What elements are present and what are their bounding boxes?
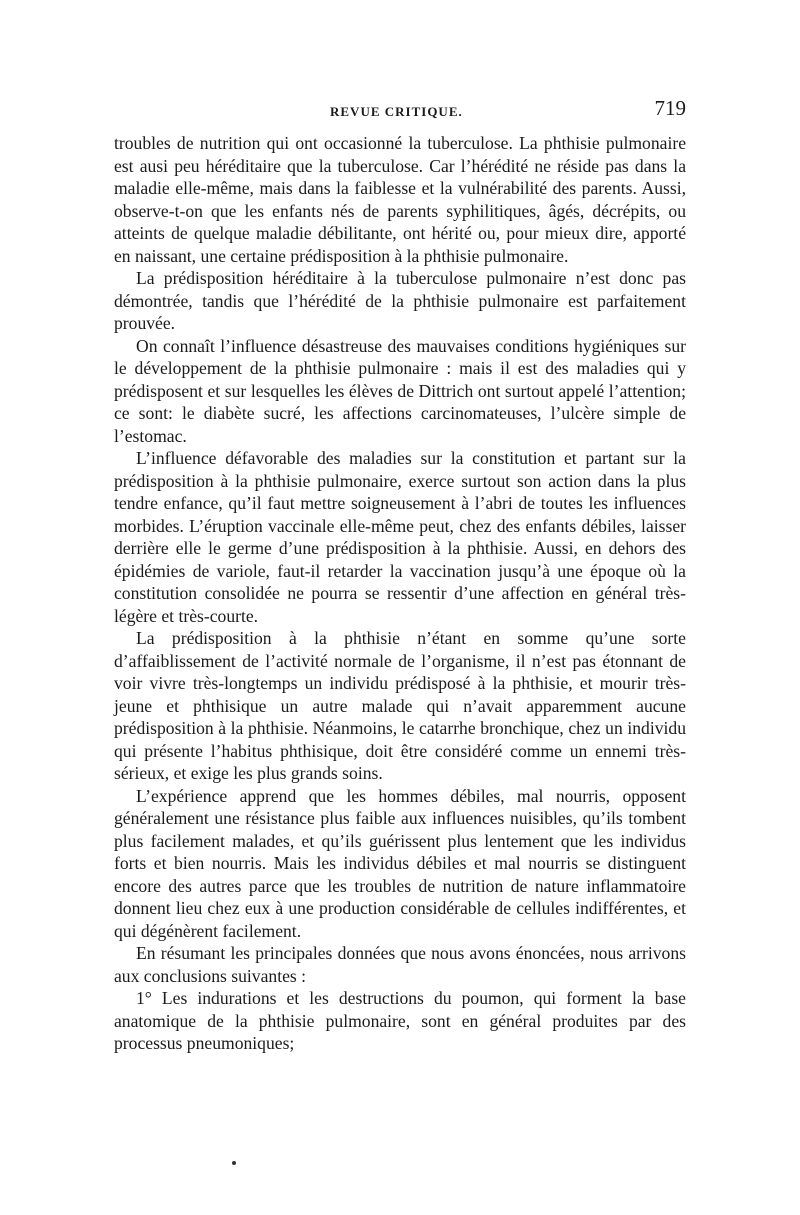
paragraph-2: La prédisposition héréditaire à la tuberculose pulmonaire n’est donc pas démontrée, tandis que l’hérédité de la phthisie pulmonaire est parfaitement prouvée.	[114, 268, 686, 333]
print-speck	[232, 1161, 236, 1165]
paragraph-6: L’expérience apprend que les hommes débiles, mal nourris, opposent généralement une résistance plus faible aux influences nuisibles, qu’ils tombent plus facilement malades, et qu’ils guérissent plus lentement que les individus forts et bien nourris. Mais les individus débiles et mal nourris se distinguent encore des autres parce que les troubles de nutrition de nature inflammatoire donnent lieu chez eux à une production considérable de cellules indifférentes, et qui dégénèrent facilement.	[114, 785, 686, 941]
paragraph-7: En résumant les principales données que nous avons énoncées, nous arrivons aux conclusions suivantes :	[114, 943, 686, 986]
running-title: REVUE CRITIQUE.	[330, 104, 463, 119]
paragraph-1: troubles de nutrition qui ont occasionné la tuberculose. La phthisie pulmonaire est ausi peu héréditaire que la tuberculose. Car l’hérédité ne réside pas dans la maladie elle-même, mais dans la faiblesse et la vulnérabilité des parents. Aussi, observe-t-on que les enfants nés de parents syphilitiques, âgés, décrépits, ou atteints de quelque maladie débilitante, ont hérité ou, pour mieux dire, apporté en naissant, une certaine prédisposition à la phthisie pulmonaire.	[114, 133, 686, 266]
body-text	[114, 132, 686, 1055]
document-page	[114, 96, 686, 1055]
paragraph-4: L’influence défavorable des maladies sur la constitution et partant sur la prédisposition à la phthisie pulmonaire, exerce surtout son action dans la plus tendre enfance, qu’il faut mettre soigneusement à l’abri de toutes les influences morbides. L’éruption vaccinale elle-même peut, chez des enfants débiles, laisser derrière elle le germe d’une prédisposition à la phthisie. Aussi, en dehors des épidémies de variole, faut-il retarder la vaccination jusqu’à une époque où la constitution consolidée ne pourra se ressentir d’une affection en général très-légère et très-courte.	[114, 448, 686, 626]
paragraph-3: On connaît l’influence désastreuse des mauvaises conditions hygiéniques sur le développement de la phthisie pulmonaire : mais il est des maladies qui y prédisposent et sur lesquelles les élèves de Dittrich ont surtout appelé l’attention; ce sont: le diabète sucré, les affections carcinomateuses, l’ulcère simple de l’estomac.	[114, 335, 686, 446]
paragraph-5: La prédisposition à la phthisie n’étant en somme qu’une sorte d’affaiblissement de l’activité normale de l’organisme, il n’est pas étonnant de voir vivre très-longtemps un individu prédisposé à la phthisie, et mourir très-jeune et phthisique un autre malade qui n’avait apparemment aucune prédisposition à la phthisie. Néanmoins, le catarrhe bronchique, chez un individu qui présente l’habitus phthisique, doit être considéré comme un ennemi très-sérieux, et exige les plus grands soins.	[114, 628, 686, 783]
page-number: 719	[654, 96, 686, 120]
page-header	[114, 96, 686, 132]
conclusion-item-1: 1° Les indurations et les destructions du poumon, qui forment la base anatomique de la phthisie pulmonaire, sont en général produites par des processus pneumoniques;	[114, 988, 686, 1053]
